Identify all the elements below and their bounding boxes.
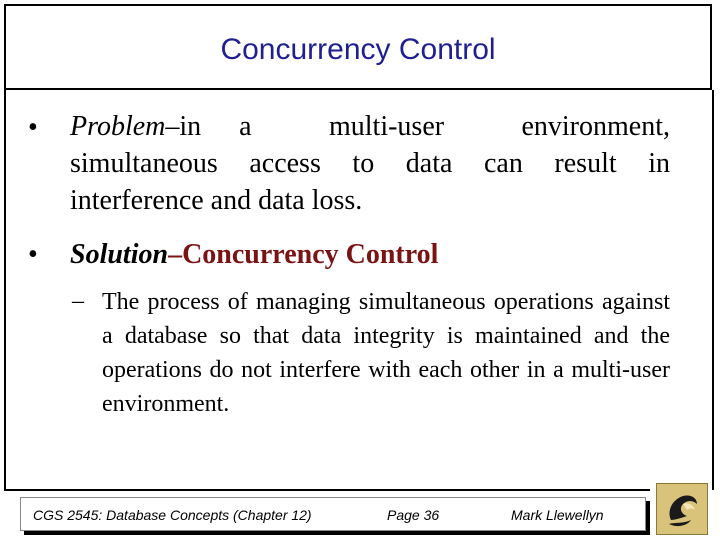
footer-bar [20,497,646,531]
bullet-dot-problem: • [28,112,38,143]
problem-line-3: interference and data loss. [70,185,363,216]
problem-paragraph [70,108,670,219]
solution-label: Solution [70,239,169,270]
sub-bullet-text: The process of managing simultaneous operations against a database so that data integrity is maintained and the operations do not interfere with each other in a multi-user environment. [102,289,670,417]
solution-text: –Concurrency Control [168,239,439,270]
footer-author: Mark Llewellyn [511,507,604,523]
problem-line-1 [70,108,670,145]
problem-lead [70,108,201,145]
problem-line-1-rest: a multi-user environment, [239,111,670,142]
problem-line-2: simultaneous access to data can result in [70,148,670,179]
problem-dash: –in [165,111,202,142]
bullet-dot-solution: • [28,239,38,270]
problem-label: Problem [70,111,166,142]
footer-course: CGS 2545: Database Concepts (Chapter 12) [33,507,312,523]
problem-line-1-words [239,108,670,145]
frame-right-border [712,90,714,490]
title-box [4,4,712,90]
ucf-pegasus-logo-icon [656,483,708,535]
footer-divider [4,489,650,491]
frame-left-border [4,90,6,490]
footer-page-number: Page 36 [387,507,440,523]
slide-title: Concurrency Control [220,33,496,66]
logo-graphic [657,484,707,534]
solution-paragraph [70,236,670,273]
sub-bullet-dash: – [72,288,84,314]
